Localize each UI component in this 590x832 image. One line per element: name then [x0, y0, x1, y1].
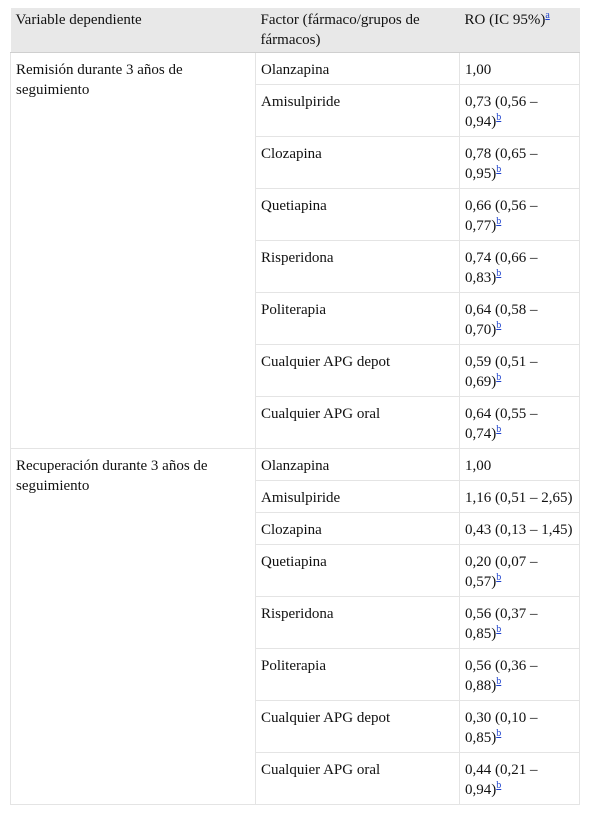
odds-ratio-cell	[460, 449, 580, 481]
odds-ratio-value: 0,30 (0,10 – 0,85)	[465, 710, 538, 746]
odds-ratio-value: 0,56 (0,36 – 0,88)	[465, 658, 538, 694]
odds-ratio-value: 0,43 (0,13 – 1,45)	[465, 522, 573, 538]
dependent-variable-cell: Remisión durante 3 años de seguimiento	[11, 53, 256, 449]
odds-ratio-cell	[460, 397, 580, 449]
factor-cell: Amisulpiride	[256, 481, 460, 513]
odds-ratio-value: 1,00	[465, 62, 492, 78]
odds-ratio-value: 0,66 (0,56 – 0,77)	[465, 198, 538, 234]
odds-ratio-cell	[460, 137, 580, 189]
odds-ratio-cell	[460, 513, 580, 545]
factor-cell: Amisulpiride	[256, 85, 460, 137]
dependent-variable-cell: Recuperación durante 3 años de seguimiento	[11, 449, 256, 805]
footnote-link-b[interactable]: b	[496, 216, 502, 227]
footnote-link-b[interactable]: b	[496, 164, 502, 175]
odds-ratio-value: 0,44 (0,21 – 0,94)	[465, 762, 538, 798]
odds-ratio-value: 0,73 (0,56 – 0,94)	[465, 94, 538, 130]
footnote-link-b[interactable]: b	[496, 112, 502, 123]
factor-cell: Cualquier APG depot	[256, 345, 460, 397]
odds-ratio-value: 0,78 (0,65 – 0,95)	[465, 146, 538, 182]
factor-cell: Quetiapina	[256, 545, 460, 597]
footnote-link-b[interactable]: b	[496, 320, 502, 331]
header-ratio-label: RO (IC 95%)	[464, 12, 546, 28]
odds-ratio-cell	[460, 597, 580, 649]
odds-ratio-cell	[460, 345, 580, 397]
footnote-link-b[interactable]: b	[496, 728, 502, 739]
table-header	[11, 8, 580, 53]
footnote-link-b[interactable]: b	[496, 268, 502, 279]
footnote-link-b[interactable]: b	[496, 676, 502, 687]
factor-cell: Politerapia	[256, 293, 460, 345]
footnote-link-b[interactable]: b	[496, 572, 502, 583]
odds-ratio-value: 1,16 (0,51 – 2,65)	[465, 490, 573, 506]
footnote-link-a[interactable]: a	[545, 10, 550, 21]
odds-ratio-cell	[460, 189, 580, 241]
odds-ratio-cell	[460, 241, 580, 293]
table-body	[11, 53, 580, 805]
odds-ratio-cell	[460, 53, 580, 85]
factor-cell: Olanzapina	[256, 449, 460, 481]
factor-cell: Clozapina	[256, 137, 460, 189]
header-variable: Variable dependiente	[11, 8, 256, 53]
factor-cell: Cualquier APG depot	[256, 701, 460, 753]
factor-cell: Cualquier APG oral	[256, 397, 460, 449]
odds-ratio-cell	[460, 481, 580, 513]
results-table	[10, 8, 580, 805]
header-factor: Factor (fármaco/grupos de fármacos)	[256, 8, 460, 53]
footnote-link-b[interactable]: b	[496, 372, 502, 383]
odds-ratio-value: 1,00	[465, 458, 492, 474]
header-row	[11, 8, 580, 53]
factor-cell: Olanzapina	[256, 53, 460, 85]
footnote-link-b[interactable]: b	[496, 424, 502, 435]
odds-ratio-cell	[460, 293, 580, 345]
odds-ratio-value: 0,74 (0,66 – 0,83)	[465, 250, 538, 286]
odds-ratio-value: 0,59 (0,51 – 0,69)	[465, 354, 538, 390]
factor-cell: Risperidona	[256, 241, 460, 293]
odds-ratio-cell	[460, 701, 580, 753]
footnote-link-b[interactable]: b	[496, 624, 502, 635]
factor-cell: Clozapina	[256, 513, 460, 545]
header-ratio	[460, 8, 580, 53]
odds-ratio-cell	[460, 649, 580, 701]
odds-ratio-value: 0,64 (0,58 – 0,70)	[465, 302, 538, 338]
odds-ratio-cell	[460, 753, 580, 805]
factor-cell: Cualquier APG oral	[256, 753, 460, 805]
odds-ratio-cell	[460, 85, 580, 137]
odds-ratio-cell	[460, 545, 580, 597]
table-row	[11, 53, 580, 85]
factor-cell: Quetiapina	[256, 189, 460, 241]
footnote-link-b[interactable]: b	[496, 780, 502, 791]
odds-ratio-value: 0,56 (0,37 – 0,85)	[465, 606, 538, 642]
factor-cell: Politerapia	[256, 649, 460, 701]
factor-cell: Risperidona	[256, 597, 460, 649]
odds-ratio-value: 0,64 (0,55 – 0,74)	[465, 406, 538, 442]
odds-ratio-value: 0,20 (0,07 – 0,57)	[465, 554, 538, 590]
table-row	[11, 449, 580, 481]
